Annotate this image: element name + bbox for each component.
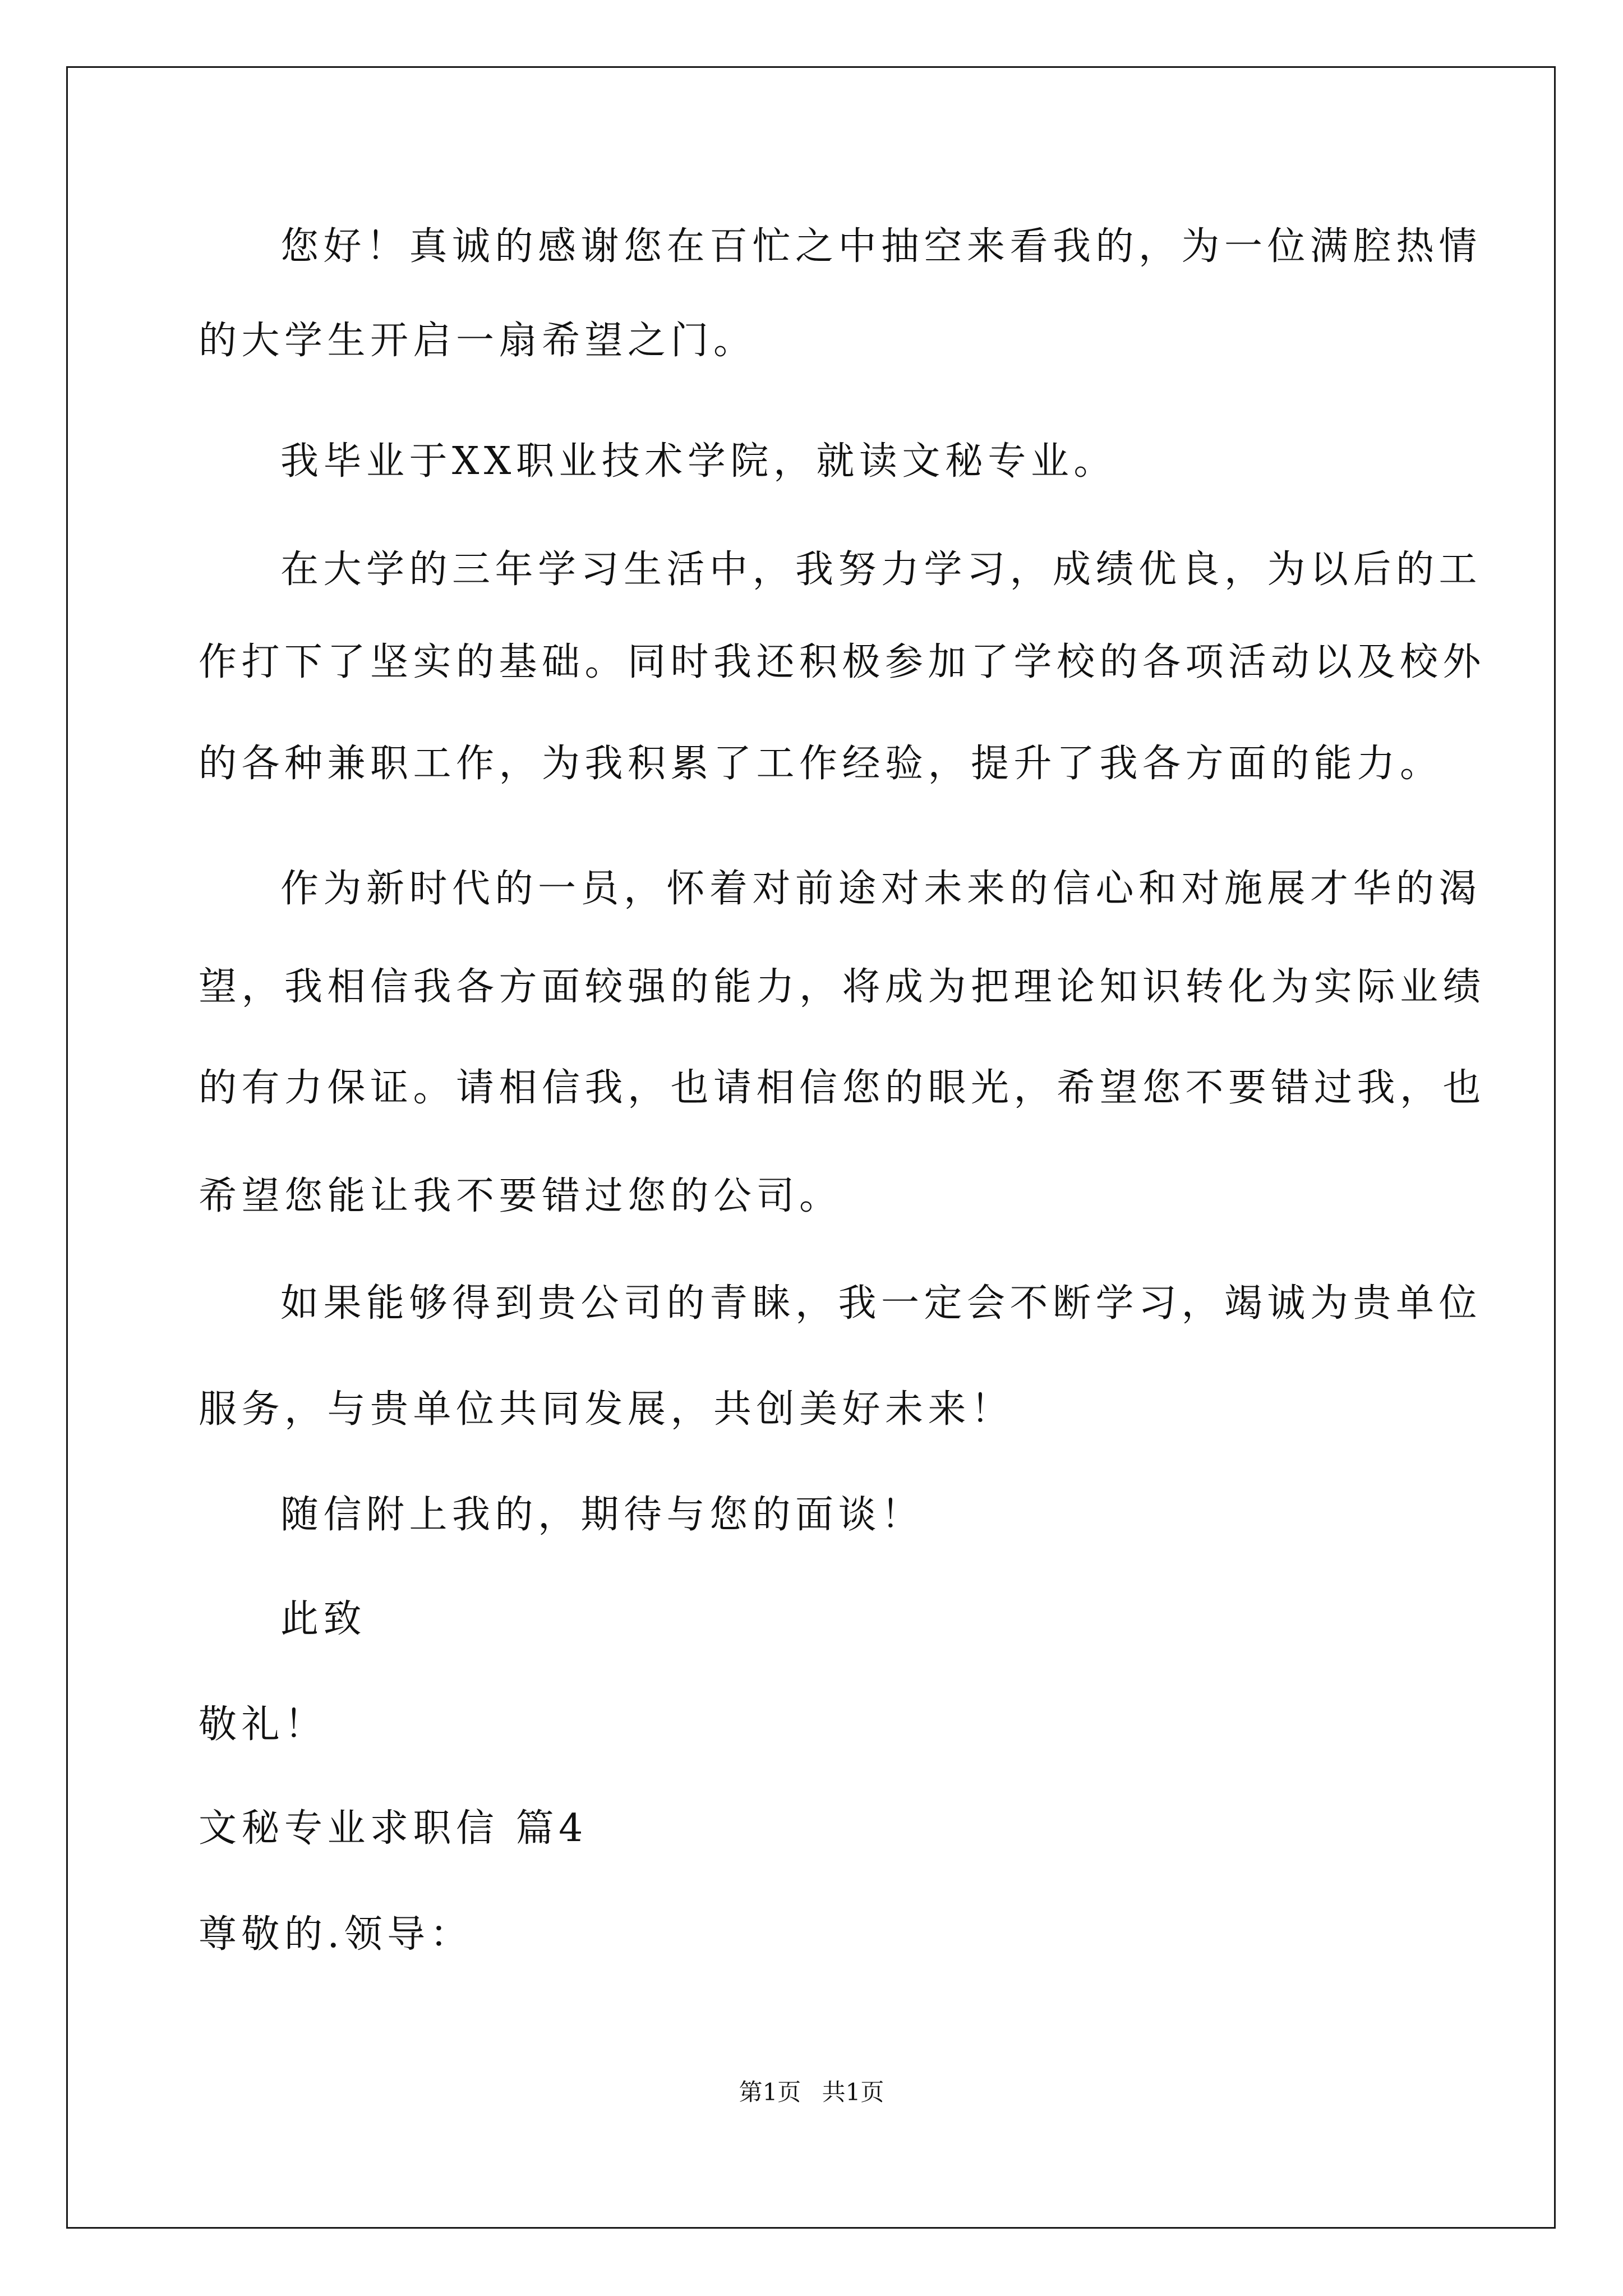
paragraph-line: 作为新时代的一员，怀着对前途对未来的信心和对施展才华的渴	[280, 867, 1482, 911]
paragraph-line: 作打下了坚实的基础。同时我还积极参加了学校的各项活动以及校外	[199, 640, 1486, 684]
section-heading: 文秘专业求职信 篇4	[199, 1806, 588, 1851]
salutation-line: 敬礼！	[199, 1703, 328, 1747]
page-border	[66, 66, 1556, 2229]
page-total: 共1页	[822, 2078, 884, 2106]
paragraph-line: 的大学生开启一扇希望之门。	[199, 319, 757, 363]
paragraph-line: 如果能够得到贵公司的青睐，我一定会不断学习，竭诚为贵单位	[280, 1281, 1482, 1326]
paragraph-line: 我毕业于XX职业技术学院，就读文秘专业。	[280, 439, 1117, 484]
paragraph-line: 望，我相信我各方面较强的能力，将成为把理论知识转化为实际业绩	[199, 965, 1486, 1009]
page-number: 第1页	[739, 2078, 801, 2106]
paragraph-line: 您好！真诚的感谢您在百忙之中抽空来看我的，为一位满腔热情	[280, 224, 1482, 269]
paragraph-line: 服务，与贵单位共同发展，共创美好未来！	[199, 1387, 1014, 1432]
paragraph-line: 随信附上我的，期待与您的面谈！	[280, 1493, 924, 1537]
closing-line: 此致	[280, 1597, 367, 1641]
paragraph-line: 在大学的三年学习生活中，我努力学习，成绩优良，为以后的工	[280, 547, 1482, 592]
paragraph-line: 的各种兼职工作，为我积累了工作经验，提升了我各方面的能力。	[199, 742, 1443, 786]
paragraph-line: 希望您能让我不要错过您的公司。	[199, 1174, 842, 1218]
greeting-line: 尊敬的.领导：	[199, 1912, 473, 1957]
page-footer	[0, 2076, 1623, 2109]
paragraph-line: 的有力保证。请相信我，也请相信您的眼光，希望您不要错过我，也	[199, 1066, 1486, 1110]
